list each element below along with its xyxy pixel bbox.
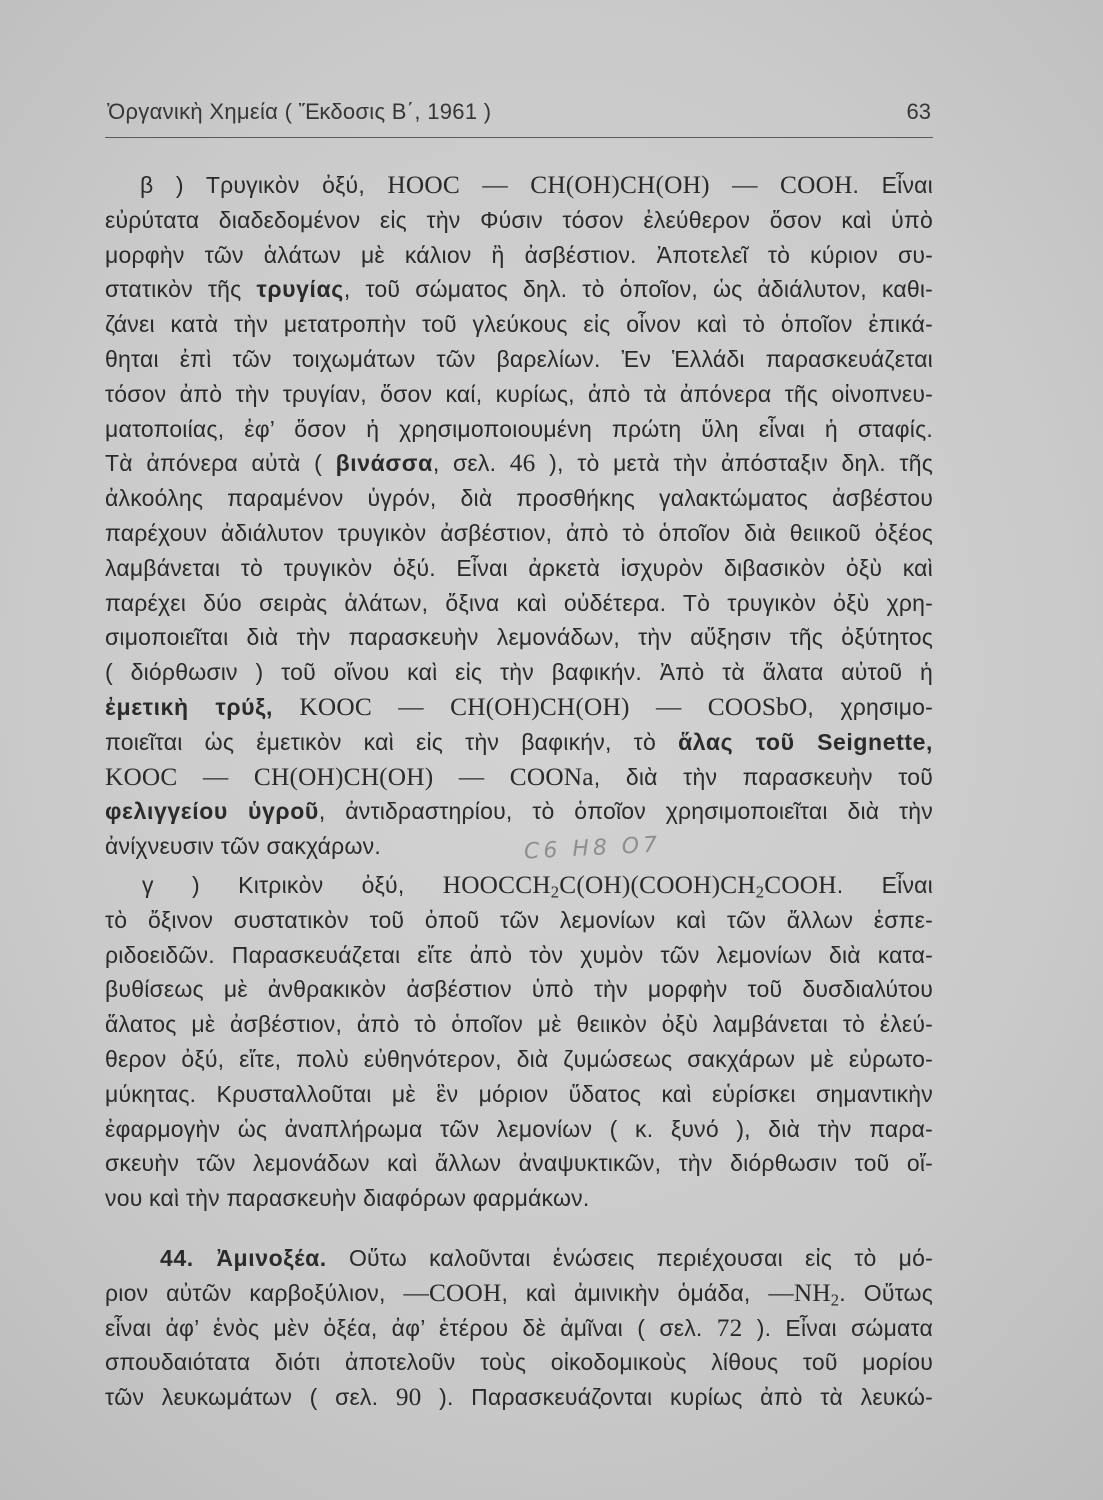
text-segment: , τοῦ σώματος δηλ. τὸ ὁποῖον, ὡς ἀδιάλυτον, καθι-: [343, 276, 933, 303]
text-line: [105, 342, 933, 377]
text-segment: ζάνει κατὰ τὴν μετατροπὴν τοῦ γλεύκους εἰς οἶνον καὶ τὸ ὁποῖον ἐπικά-: [105, 311, 933, 338]
text-segment: ), τὸ μετὰ τὴν ἀπόσταξιν δηλ. τῆς: [535, 450, 933, 477]
text-segment: παρέχουν ἀδιάλυτον τρυγικὸν ἀσβέστιον, ἀπὸ τὸ ὁποῖον διὰ θειικοῦ ὀξέος: [105, 519, 933, 546]
text-segment: μύκητας. Κρυσταλλοῦται μὲ ἓν μόριον ὕδατος καὶ εὑρίσκει σημαντικὴν: [105, 1080, 933, 1107]
text-line: [105, 307, 933, 342]
text-line: [105, 972, 933, 1007]
text-segment: στατικὸν τῆς: [105, 276, 257, 303]
text-line: [105, 620, 933, 655]
page-reference: 90: [395, 1383, 422, 1412]
text-line: [105, 1311, 933, 1346]
text-segment: θηται ἐπὶ τῶν τοιχωμάτων τῶν βαρελίων. Ἐν Ἑλλάδι παρασκευάζεται: [105, 345, 933, 372]
text-line: [105, 377, 933, 412]
text-line: [105, 551, 933, 586]
text-segment: παρέχει δύο σειρὰς ἁλάτων, ὄξινα καὶ οὐδέτερα. Τὸ τρυγικὸν ὀξὺ χρη-: [105, 589, 933, 616]
text-segment: , διὰ τὴν παρασκευὴν τοῦ: [593, 763, 933, 790]
text-segment: νου καὶ τὴν παρασκευὴν διαφόρων φαρμάκων.: [105, 1185, 590, 1212]
text-line: [105, 690, 933, 725]
bold-term: φελιγγείου ὑγροῦ: [105, 798, 319, 825]
text-segment: εὐρύτατα διαδεδομένον εἰς τὴν Φύσιν τόσον ἐλεύθερον ὅσον καὶ ὑπὸ: [105, 206, 933, 233]
text-segment: . Οὕτως: [839, 1279, 933, 1306]
text-segment: εἶναι ἀφ’ ἑνὸς μὲν ὀξέα, ἀφ’ ἑτέρου δὲ ἀμῖναι ( σελ.: [105, 1314, 717, 1341]
text-line: [105, 446, 933, 481]
formula-subscript: 2: [755, 882, 765, 902]
body-text: [105, 168, 933, 1415]
text-line: [105, 1146, 933, 1181]
text-line: [105, 868, 933, 903]
text-segment: σιμοποιεῖται διὰ τὴν παρασκευὴν λεμονάδων, τὴν αὔξησιν τῆς ὀξύτητος: [105, 624, 933, 651]
text-line: [105, 1042, 933, 1077]
text-line: [105, 516, 933, 551]
text-line: [105, 725, 933, 760]
bold-term: 44. Ἀμινοξέα.: [160, 1244, 327, 1271]
text-line: [105, 1181, 933, 1216]
paragraph: [105, 868, 933, 1216]
text-segment: , χρησιμο-: [807, 693, 933, 720]
text-line: [105, 655, 933, 690]
text-segment: τῶν λευκωμάτων ( σελ.: [105, 1384, 396, 1411]
text-segment: τόσον ἀπὸ τὴν τρυγίαν, ὅσον καί, κυρίως, ἀπὸ τὰ ἀπόνερα τῆς οἰνοπνευ-: [105, 380, 933, 407]
text-segment: . Εἶναι: [836, 871, 933, 898]
formula-subscript: 2: [550, 882, 560, 902]
text-segment: [273, 694, 299, 720]
text-line: [105, 1276, 933, 1311]
text-line: [105, 938, 933, 973]
text-segment: σκευὴν τῶν λεμονάδων καὶ ἄλλων ἀναψυκτικῶν, τὴν διόρθωσιν τοῦ οἴ-: [105, 1150, 933, 1177]
text-line: [105, 794, 933, 829]
chemical-formula: KOOC — CH(OH)CH(OH) — COOSbO: [299, 692, 808, 721]
chemical-formula: HOOCCH: [442, 870, 551, 899]
text-segment: , καὶ ἀμινικὴν ὁμάδα,: [501, 1279, 769, 1306]
text-segment: ἐφαρμογὴν ὡς ἀναπλήρωμα τῶν λεμονίων ( κ. ξυνό ), διὰ τὴν παρα-: [105, 1115, 933, 1142]
text-segment: , ἀντιδραστηρίου, τὸ ὁποῖον χρησιμοποιεῖται διὰ τὴν: [318, 798, 933, 825]
formula-subscript: 2: [830, 1290, 840, 1310]
text-segment: ἀνίχνευσιν τῶν σακχάρων.: [105, 833, 381, 860]
text-line: [105, 168, 933, 203]
text-line: [105, 760, 933, 795]
text-line: [105, 412, 933, 447]
paragraph: [105, 1241, 933, 1415]
bold-term: βινάσσα: [335, 450, 433, 477]
text-line: [105, 1077, 933, 1112]
text-segment: , σελ.: [432, 450, 510, 477]
paragraph: [105, 168, 933, 864]
text-segment: . Εἶναι: [852, 172, 933, 198]
text-segment: σπουδαιότατα διότι ἀποτελοῦν τοὺς οἰκοδομικοὺς λίθους τοῦ μορίου: [105, 1349, 933, 1376]
text-segment: τὸ ὄξινον συστατικὸν τοῦ ὀποῦ τῶν λεμονίων καὶ τῶν ἄλλων ἑσπε-: [105, 906, 933, 933]
text-segment: ριδοειδῶν. Παρασκευάζεται εἴτε ἀπὸ τὸν χυμὸν τῶν λεμονίων διὰ κατα-: [105, 941, 933, 968]
text-segment: ἅλατος μὲ ἀσβέστιον, ἀπὸ τὸ ὁποῖον μὲ θειικὸν ὀξὺ λαμβάνεται τὸ ἐλεύ-: [105, 1011, 933, 1038]
running-header-title: Ὀργανικὴ Χημεία ( Ἔκδοσις Β΄, 1961 ): [107, 99, 492, 124]
text-segment: γ ) Κιτρικὸν ὀξύ,: [142, 871, 443, 898]
text-line: [105, 1345, 933, 1380]
text-line: [105, 586, 933, 621]
text-segment: ματοποιίας, ἐφ’ ὅσον ἡ χρησιμοποιουμένη πρώτη ὕλη εἶναι ἡ σταφίς.: [105, 415, 933, 442]
bold-term: ἅλας τοῦ Seignette,: [678, 728, 933, 755]
text-line: [105, 1112, 933, 1147]
text-line: [105, 481, 933, 516]
text-line: [105, 1241, 933, 1276]
text-segment: θερον ὀξύ, εἴτε, πολὺ εὐθηνότερον, διὰ ζυμώσεως σακχάρων μὲ εὐρωτο-: [105, 1045, 933, 1072]
chemical-formula: C(OH)(COOH)CH: [559, 870, 756, 899]
text-line: [105, 203, 933, 238]
text-line: [105, 829, 933, 864]
text-segment: Οὕτω καλοῦνται ἑνώσεις περιέχουσαι εἰς τὸ μό-: [326, 1244, 933, 1271]
text-line: [105, 903, 933, 938]
text-segment: ). Παρασκευάζονται κυρίως ἀπὸ τὰ λευκώ-: [421, 1384, 933, 1411]
text-segment: ( διόρθωσιν ) τοῦ οἴνου καὶ εἰς τὴν βαφικήν. Ἀπὸ τὰ ἅλατα αὐτοῦ ἡ: [105, 659, 933, 686]
chemical-formula: —COOH: [403, 1278, 502, 1307]
page-reference: 72: [716, 1313, 743, 1342]
chemical-formula: KOOC — CH(OH)CH(OH) — COONa: [105, 762, 594, 791]
bold-term: τρυγίας: [256, 276, 344, 303]
handwritten-annotation: C6 H8 O7: [523, 832, 662, 865]
page-reference: 46: [509, 449, 536, 478]
text-segment: λαμβάνεται τὸ τρυγικὸν ὀξύ. Εἶναι ἀρκετὰ ἰσχυρὸν διβασικὸν ὀξὺ καὶ: [105, 554, 933, 581]
text-segment: μορφὴν τῶν ἁλάτων μὲ κάλιον ἢ ἀσβέστιον. Ἀποτελεῖ τὸ κύριον συ-: [105, 241, 933, 268]
header-rule: [105, 137, 933, 138]
page-number: 63: [906, 99, 931, 124]
chemical-formula: HOOC — CH(OH)CH(OH) — COOH: [387, 171, 853, 199]
text-segment: Τὰ ἀπόνερα αὐτὰ (: [105, 450, 336, 477]
chemical-formula: COOH: [764, 870, 837, 899]
text-segment: ἀλκοόλης παραμένον ὑγρόν, διὰ προσθήκης γαλακτώματος ἀσβέστου: [105, 485, 933, 512]
text-segment: ποιεῖται ὡς ἐμετικὸν καὶ εἰς τὴν βαφικήν, τὸ: [105, 728, 679, 755]
text-line: [105, 1380, 933, 1415]
text-segment: βυθίσεως μὲ ἀνθρακικὸν ἀσβέστιον ὑπὸ τὴν μορφὴν τοῦ δυσδιαλύτου: [105, 976, 933, 1003]
text-segment: ). Εἶναι σώματα: [742, 1314, 933, 1341]
text-line: [105, 1007, 933, 1042]
bold-term: ἐμετικὴ τρύξ,: [105, 693, 273, 720]
chemical-formula: —NH: [768, 1278, 831, 1307]
text-line: [105, 238, 933, 273]
text-segment: β ) Τρυγικὸν ὀξύ,: [140, 172, 388, 198]
text-segment: ριον αὐτῶν καρβοξύλιον,: [105, 1279, 404, 1306]
text-line: [105, 272, 933, 307]
